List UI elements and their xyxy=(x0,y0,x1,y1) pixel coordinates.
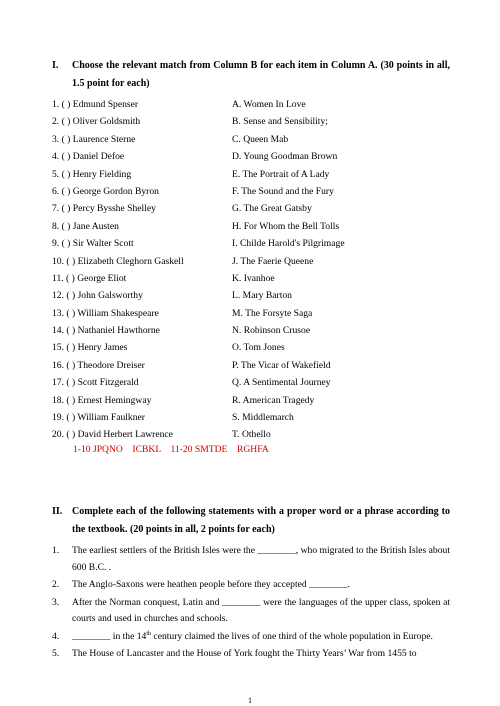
match-row xyxy=(52,392,450,409)
column-b-item: F. The Sound and the Fury xyxy=(232,185,334,197)
section-number: I. xyxy=(52,60,59,71)
column-a-item: 2. ( ) Oliver Goldsmith xyxy=(52,116,141,128)
statement-text: The House of Lancaster and the House of York fought the Thirty Years’ War from 1455 to xyxy=(72,648,417,659)
statement-number: 5. xyxy=(52,648,60,659)
match-row xyxy=(52,200,450,217)
section-title: Choose the relevant match from Column B for each item in Column A. (30 points in all, 1.5 point for each) xyxy=(72,60,450,89)
match-row xyxy=(52,409,450,426)
column-a-item: 6. ( ) George Gordon Byron xyxy=(52,185,159,197)
match-row xyxy=(52,131,450,148)
match-row xyxy=(52,113,450,130)
statement-item xyxy=(52,629,450,646)
section-heading-completion xyxy=(52,503,450,539)
section-number: II. xyxy=(52,506,63,517)
match-row xyxy=(52,374,450,391)
statement-text xyxy=(72,629,450,646)
column-b-item: S. Middlemarch xyxy=(232,412,294,424)
statement-number: 2. xyxy=(52,579,60,590)
match-row xyxy=(52,235,450,252)
column-b-item: H. For Whom the Bell Tolls xyxy=(232,220,340,232)
column-b-item: P. The Vicar of Wakefield xyxy=(232,359,331,371)
section-title: Complete each of the following statements with a proper word or a phrase according to the textbook. (20 points in all, 2 points for each) xyxy=(72,506,450,535)
statement-number: 4. xyxy=(52,630,60,642)
match-row xyxy=(52,218,450,235)
column-b-item: R. American Tragedy xyxy=(232,394,315,406)
match-row xyxy=(52,322,450,339)
match-row xyxy=(52,287,450,304)
column-a-item: 16. ( ) Theodore Dreiser xyxy=(52,359,145,371)
column-a-item: 5. ( ) Henry Fielding xyxy=(52,168,132,180)
column-a-item: 8. ( ) Jane Austen xyxy=(52,220,119,232)
statement-item xyxy=(52,595,450,628)
column-b-item: T. Othello xyxy=(232,429,271,441)
match-row xyxy=(52,357,450,374)
statement-item xyxy=(52,543,450,576)
match-row xyxy=(52,166,450,183)
column-a-item: 14. ( ) Nathaniel Hawthorne xyxy=(52,325,160,337)
column-a-item: 3. ( ) Laurence Sterne xyxy=(52,133,136,145)
column-b-item: L. Mary Barton xyxy=(232,290,292,302)
column-a-item: 18. ( ) Ernest Hemingway xyxy=(52,394,152,406)
column-b-item: J. The Faerie Queene xyxy=(232,255,314,267)
match-row xyxy=(52,183,450,200)
column-b-item: A. Women In Love xyxy=(232,99,306,110)
page-number: 1 xyxy=(248,696,252,705)
match-row xyxy=(52,426,450,443)
statement-item xyxy=(52,577,450,594)
column-a-item: 4. ( ) Daniel Defoe xyxy=(52,151,125,163)
column-b-item: D. Young Goodman Brown xyxy=(232,151,338,163)
column-a-item: 9. ( ) Sir Walter Scott xyxy=(52,238,134,250)
column-b-item: O. Tom Jones xyxy=(232,342,285,354)
superscript: th xyxy=(146,630,152,637)
matching-list xyxy=(52,96,450,444)
column-b-item: G. The Great Gatsby xyxy=(232,203,312,215)
statement-text-part: ________ in the 14 xyxy=(72,630,147,642)
statement-item xyxy=(52,646,450,663)
column-b-item: Q. A Sentimental Journey xyxy=(232,377,331,389)
column-b-item: K. Ivanhoe xyxy=(232,272,275,284)
statement-text-part: century claimed the lives of one third of the whole population in Europe. xyxy=(151,630,433,642)
column-b-item: I. Childe Harold's Pilgrimage xyxy=(232,238,345,250)
column-a-item: 15. ( ) Henry James xyxy=(52,342,128,354)
column-a-item: 12. ( ) John Galsworthy xyxy=(52,290,143,302)
column-a-item: 11. ( ) George Eliot xyxy=(52,272,127,284)
column-a-item: 10. ( ) Elizabeth Cleghorn Gaskell xyxy=(52,255,184,267)
column-b-item: E. The Portrait of A Lady xyxy=(232,168,330,180)
statement-text: After the Norman conquest, Latin and ________ were the languages of the upper class, spoken at courts and used in churches and schools. xyxy=(72,596,450,624)
match-row xyxy=(52,339,450,356)
answer-key: 1-10 JPQNO ICBKL 11-20 SMTDE RGHFA xyxy=(73,444,269,455)
match-row xyxy=(52,96,450,113)
statement-text: The earliest settlers of the British Isles were the ________, who migrated to the British Isles about 600 B.C. . xyxy=(72,545,450,573)
match-row xyxy=(52,148,450,165)
statement-number: 3. xyxy=(52,596,60,608)
column-b-item: N. Robinson Crusoe xyxy=(232,325,311,337)
match-row xyxy=(52,253,450,270)
completion-list xyxy=(52,543,450,664)
column-b-item: C. Queen Mab xyxy=(232,133,289,145)
statement-number: 1. xyxy=(52,545,60,556)
section-heading-matching xyxy=(52,57,450,93)
match-row xyxy=(52,270,450,287)
column-a-item: 20. ( ) David Herbert Lawrence xyxy=(52,429,173,441)
statement-text: The Anglo-Saxons were heathen people before they accepted ________. xyxy=(72,579,350,590)
column-b-item: B. Sense and Sensibility; xyxy=(232,116,328,128)
match-row xyxy=(52,305,450,322)
column-a-item: 13. ( ) William Shakespeare xyxy=(52,307,159,319)
column-a-item: 17. ( ) Scott Fitzgerald xyxy=(52,377,139,389)
column-b-item: M. The Forsyte Saga xyxy=(232,307,313,319)
column-a-item: 19. ( ) William Faulkner xyxy=(52,412,145,424)
column-a-item: 1. ( ) Edmund Spenser xyxy=(52,99,139,110)
column-a-item: 7. ( ) Percy Bysshe Shelley xyxy=(52,203,156,215)
